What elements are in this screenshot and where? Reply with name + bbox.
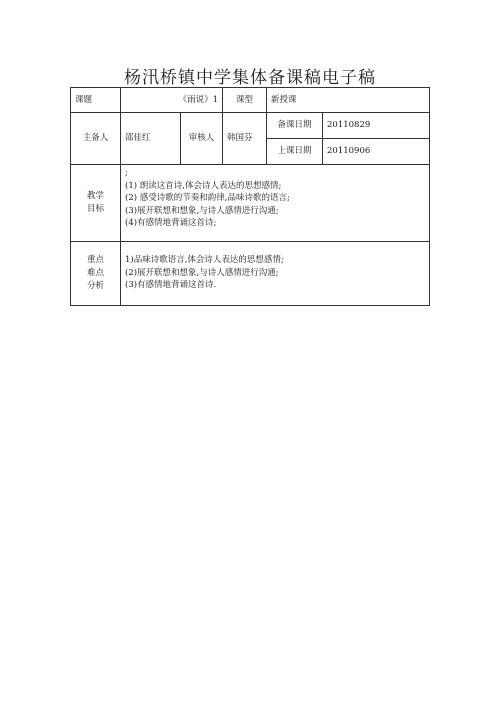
analysis-label bbox=[71, 242, 121, 306]
prep-date-value: 20110829 bbox=[323, 113, 430, 139]
preparer-label: 主备人 bbox=[71, 113, 121, 165]
objective-item: (4)有感情地背诵这首诗; bbox=[125, 218, 217, 228]
reviewer-value: 韩国芬 bbox=[223, 113, 267, 165]
analysis-label-line1: 重点 bbox=[86, 255, 104, 265]
objective-item: (2) 感受诗歌的节奏和韵律,品味诗歌的语言; bbox=[125, 193, 290, 203]
analysis-label-line2: 难点 bbox=[86, 268, 104, 278]
subject-label: 课题 bbox=[71, 88, 121, 113]
class-date-label: 上课日期 bbox=[267, 139, 323, 165]
analysis-content bbox=[121, 242, 430, 306]
class-date-value: 20110906 bbox=[323, 139, 430, 165]
objectives-label-line1: 教学 bbox=[86, 191, 104, 201]
subject-value: 《雨说》1 bbox=[121, 88, 223, 113]
objectives-marker: ; bbox=[125, 168, 128, 178]
subject-row bbox=[71, 88, 430, 113]
analysis-row bbox=[71, 242, 430, 306]
prep-date-label: 备课日期 bbox=[267, 113, 323, 139]
objectives-label-line2: 目标 bbox=[86, 204, 104, 214]
objectives-content bbox=[121, 165, 430, 242]
preparer-row bbox=[71, 113, 430, 139]
analysis-item: (3)有感情地背诵这首诗. bbox=[125, 280, 217, 290]
lesson-type-label: 课型 bbox=[223, 88, 267, 113]
lesson-type-value: 新授课 bbox=[267, 88, 430, 113]
analysis-item: 1)品味诗歌语言,体会诗人表达的思想感情; bbox=[125, 255, 284, 265]
objective-item: (3)展开联想和想象,与诗人感情进行沟通; bbox=[125, 205, 279, 216]
reviewer-label: 审核人 bbox=[181, 113, 223, 165]
page-title: 杨汛桥镇中学集体备课稿电子稿 bbox=[124, 68, 376, 88]
preparer-value: 邵佳红 bbox=[121, 113, 181, 165]
lesson-plan-table bbox=[70, 87, 430, 306]
analysis-label-line3: 分析 bbox=[86, 281, 104, 291]
objectives-label bbox=[71, 165, 121, 242]
objective-item: (1) 朗读这首诗,体会诗人表达的思想感情; bbox=[125, 180, 282, 191]
analysis-item: (2)展开联想和想象,与诗人感情进行沟通; bbox=[125, 267, 279, 278]
objectives-row bbox=[71, 165, 430, 242]
